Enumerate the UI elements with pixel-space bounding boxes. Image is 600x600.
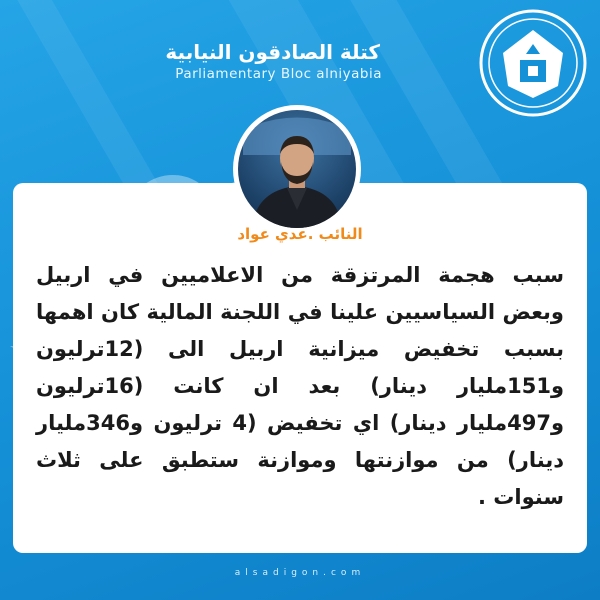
bloc-name-arabic: كتلة الصادقون النيابية [165, 40, 380, 64]
bloc-name-english: Parliamentary Bloc alniyabia [175, 66, 382, 82]
logo-shield [478, 8, 588, 118]
post-body-text: سبب هجمة المرتزقة من الاعلاميين في اربيل وبعض السياسيين علينا في اللجنة المالية كان اهمها بسبب تخفيض ميزانية اربيل الى (12ترليون و151مليار دينار) بعد ان كانت (16ترليون و497مليار دينار) اي تخفيض (4 ترليون و346مليار دينار) من موازنتها وموازنة ستطبق على ثلاث سنوات . [36, 263, 564, 509]
avatar [238, 110, 356, 228]
author-name: النائب .عدي عواد [237, 225, 363, 243]
website-url[interactable]: alsadigon.com [234, 568, 366, 578]
speaker-photo [233, 105, 361, 233]
